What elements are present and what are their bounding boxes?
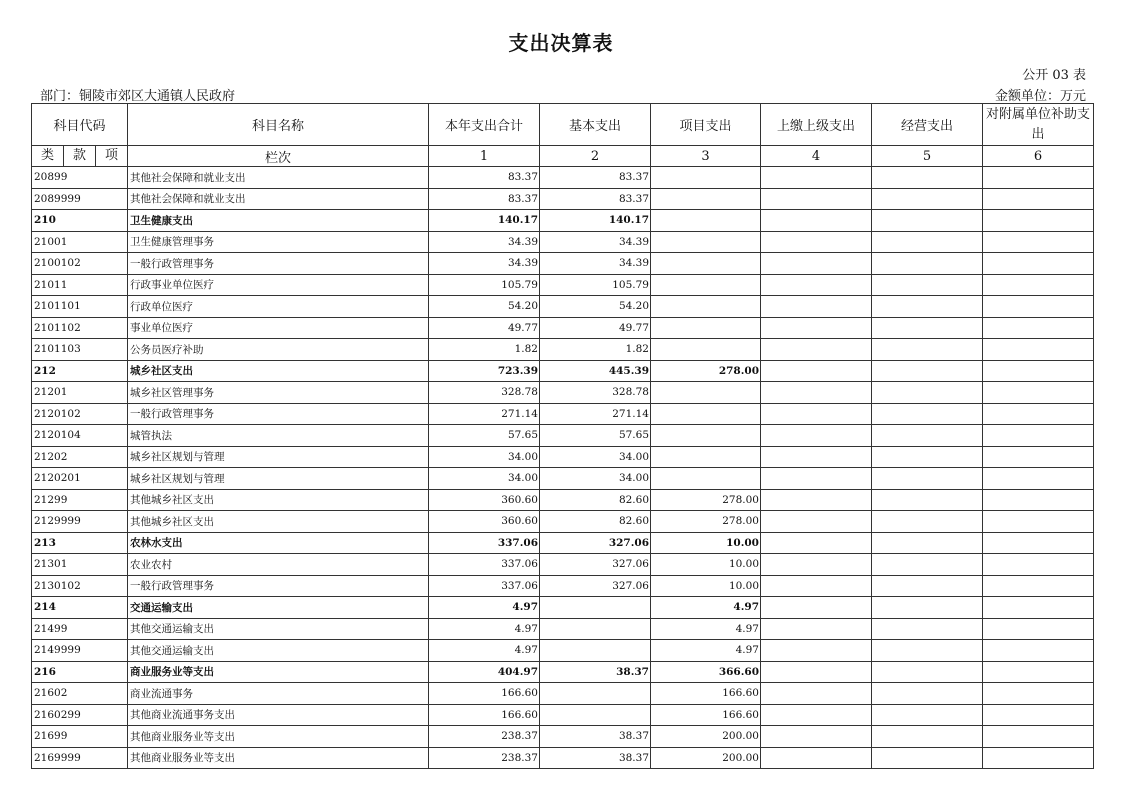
cell-total: 328.78 <box>429 382 540 404</box>
table-row <box>32 554 1094 576</box>
cell-project: 278.00 <box>651 360 761 382</box>
cell-upper <box>761 618 872 640</box>
cell-name: 农业农村 <box>128 554 429 576</box>
cell-upper <box>761 231 872 253</box>
table-row <box>32 575 1094 597</box>
cell-code: 21202 <box>32 446 128 468</box>
cell-code: 2129999 <box>32 511 128 533</box>
cell-upper <box>761 360 872 382</box>
cell-code: 2101101 <box>32 296 128 318</box>
table-row <box>32 339 1094 361</box>
cell-basic <box>540 704 651 726</box>
cell-total: 271.14 <box>429 403 540 425</box>
header-name: 科目名称 <box>128 104 429 146</box>
cell-basic: 83.37 <box>540 188 651 210</box>
cell-basic: 57.65 <box>540 425 651 447</box>
cell-business <box>872 489 983 511</box>
cell-total: 83.37 <box>429 188 540 210</box>
cell-upper <box>761 489 872 511</box>
cell-basic: 83.37 <box>540 167 651 189</box>
cell-upper <box>761 554 872 576</box>
cell-total: 337.06 <box>429 532 540 554</box>
subheader-xiang: 项 <box>95 146 127 166</box>
cell-project <box>651 446 761 468</box>
cell-total: 49.77 <box>429 317 540 339</box>
table-row <box>32 210 1094 232</box>
cell-code: 21499 <box>32 618 128 640</box>
cell-project: 4.97 <box>651 618 761 640</box>
table-row <box>32 511 1094 533</box>
cell-total: 360.60 <box>429 511 540 533</box>
cell-basic: 1.82 <box>540 339 651 361</box>
cell-upper <box>761 511 872 533</box>
cell-subsidy <box>983 661 1094 683</box>
cell-project: 200.00 <box>651 747 761 769</box>
cell-project: 4.97 <box>651 640 761 662</box>
cell-subsidy <box>983 382 1094 404</box>
cell-name: 商业流通事务 <box>128 683 429 705</box>
cell-upper <box>761 446 872 468</box>
cell-total: 83.37 <box>429 167 540 189</box>
cell-code: 2089999 <box>32 188 128 210</box>
table-row <box>32 425 1094 447</box>
cell-code: 2120201 <box>32 468 128 490</box>
cell-business <box>872 382 983 404</box>
cell-basic: 327.06 <box>540 532 651 554</box>
cell-project: 366.60 <box>651 661 761 683</box>
cell-total: 337.06 <box>429 575 540 597</box>
header-project: 项目支出 <box>651 104 761 146</box>
cell-subsidy <box>983 489 1094 511</box>
cell-project: 200.00 <box>651 726 761 748</box>
cell-upper <box>761 704 872 726</box>
cell-business <box>872 317 983 339</box>
amount-unit-label: 金额单位：万元 <box>994 89 1086 104</box>
department-label: 部门：铜陵市郊区大通镇人民政府 <box>40 89 236 104</box>
cell-upper <box>761 468 872 490</box>
cell-upper <box>761 253 872 275</box>
cell-business <box>872 296 983 318</box>
cell-business <box>872 618 983 640</box>
subheader-col6: 6 <box>983 146 1094 167</box>
cell-name: 一般行政管理事务 <box>128 575 429 597</box>
cell-code: 21201 <box>32 382 128 404</box>
cell-subsidy <box>983 446 1094 468</box>
cell-business <box>872 532 983 554</box>
cell-project <box>651 188 761 210</box>
cell-name: 商业服务业等支出 <box>128 661 429 683</box>
cell-total: 57.65 <box>429 425 540 447</box>
cell-name: 行政事业单位医疗 <box>128 274 429 296</box>
cell-subsidy <box>983 317 1094 339</box>
header-total: 本年支出合计 <box>429 104 540 146</box>
cell-business <box>872 640 983 662</box>
cell-project: 4.97 <box>651 597 761 619</box>
cell-name: 城乡社区支出 <box>128 360 429 382</box>
cell-total: 140.17 <box>429 210 540 232</box>
cell-total: 34.39 <box>429 231 540 253</box>
table-row <box>32 468 1094 490</box>
table-row <box>32 704 1094 726</box>
cell-business <box>872 597 983 619</box>
header-subsidy: 对附属单位补助支出 <box>983 104 1094 146</box>
cell-total: 105.79 <box>429 274 540 296</box>
cell-total: 360.60 <box>429 489 540 511</box>
cell-subsidy <box>983 532 1094 554</box>
cell-basic: 445.39 <box>540 360 651 382</box>
cell-business <box>872 403 983 425</box>
table-row <box>32 661 1094 683</box>
table-row <box>32 640 1094 662</box>
cell-name: 其他交通运输支出 <box>128 640 429 662</box>
cell-total: 4.97 <box>429 597 540 619</box>
cell-project <box>651 382 761 404</box>
cell-name: 交通运输支出 <box>128 597 429 619</box>
cell-project <box>651 425 761 447</box>
cell-code: 210 <box>32 210 128 232</box>
cell-upper <box>761 683 872 705</box>
page-title: 支出决算表 <box>508 31 614 55</box>
header-code: 科目代码 <box>32 104 128 146</box>
cell-code: 21699 <box>32 726 128 748</box>
cell-subsidy <box>983 554 1094 576</box>
cell-business <box>872 231 983 253</box>
cell-name: 城乡社区规划与管理 <box>128 468 429 490</box>
table-row <box>32 317 1094 339</box>
cell-total: 404.97 <box>429 661 540 683</box>
cell-upper <box>761 661 872 683</box>
cell-basic: 38.37 <box>540 661 651 683</box>
cell-project <box>651 231 761 253</box>
cell-basic: 82.60 <box>540 511 651 533</box>
cell-subsidy <box>983 231 1094 253</box>
cell-basic: 327.06 <box>540 575 651 597</box>
cell-basic: 34.39 <box>540 231 651 253</box>
table-row <box>32 167 1094 189</box>
cell-code: 2101103 <box>32 339 128 361</box>
cell-total: 166.60 <box>429 683 540 705</box>
cell-project <box>651 317 761 339</box>
cell-upper <box>761 575 872 597</box>
cell-upper <box>761 425 872 447</box>
cell-code: 2169999 <box>32 747 128 769</box>
cell-business <box>872 339 983 361</box>
cell-name: 其他城乡社区支出 <box>128 511 429 533</box>
cell-code: 2100102 <box>32 253 128 275</box>
cell-name: 城乡社区规划与管理 <box>128 446 429 468</box>
cell-project <box>651 253 761 275</box>
cell-name: 一般行政管理事务 <box>128 403 429 425</box>
cell-project <box>651 339 761 361</box>
cell-subsidy <box>983 511 1094 533</box>
cell-total: 723.39 <box>429 360 540 382</box>
cell-subsidy <box>983 210 1094 232</box>
cell-project: 278.00 <box>651 489 761 511</box>
cell-subsidy <box>983 188 1094 210</box>
cell-basic: 34.00 <box>540 446 651 468</box>
form-number: 公开 03 表 <box>1022 68 1086 83</box>
cell-basic: 105.79 <box>540 274 651 296</box>
subheader-kuan: 款 <box>63 146 95 166</box>
cell-total: 34.00 <box>429 468 540 490</box>
cell-code: 214 <box>32 597 128 619</box>
cell-project <box>651 296 761 318</box>
cell-name: 事业单位医疗 <box>128 317 429 339</box>
cell-code: 20899 <box>32 167 128 189</box>
cell-basic: 82.60 <box>540 489 651 511</box>
subheader-col2: 2 <box>540 146 651 167</box>
cell-basic: 140.17 <box>540 210 651 232</box>
cell-total: 4.97 <box>429 618 540 640</box>
cell-basic: 271.14 <box>540 403 651 425</box>
cell-name: 卫生健康支出 <box>128 210 429 232</box>
table-row <box>32 683 1094 705</box>
cell-code: 21301 <box>32 554 128 576</box>
cell-project: 166.60 <box>651 683 761 705</box>
cell-subsidy <box>983 425 1094 447</box>
cell-code: 212 <box>32 360 128 382</box>
cell-basic: 328.78 <box>540 382 651 404</box>
cell-subsidy <box>983 683 1094 705</box>
cell-business <box>872 468 983 490</box>
cell-name: 城乡社区管理事务 <box>128 382 429 404</box>
cell-name: 农林水支出 <box>128 532 429 554</box>
cell-upper <box>761 532 872 554</box>
cell-basic: 38.37 <box>540 747 651 769</box>
cell-upper <box>761 597 872 619</box>
cell-code: 2149999 <box>32 640 128 662</box>
table-row <box>32 382 1094 404</box>
cell-total: 4.97 <box>429 640 540 662</box>
cell-subsidy <box>983 704 1094 726</box>
cell-subsidy <box>983 468 1094 490</box>
cell-basic: 38.37 <box>540 726 651 748</box>
cell-code: 2160299 <box>32 704 128 726</box>
cell-basic <box>540 597 651 619</box>
subheader-code-parts <box>32 146 128 167</box>
table-row <box>32 726 1094 748</box>
cell-basic <box>540 618 651 640</box>
cell-project: 166.60 <box>651 704 761 726</box>
table-row <box>32 597 1094 619</box>
cell-project <box>651 403 761 425</box>
header-row <box>32 104 1094 146</box>
cell-code: 21602 <box>32 683 128 705</box>
cell-upper <box>761 274 872 296</box>
cell-basic: 327.06 <box>540 554 651 576</box>
cell-subsidy <box>983 597 1094 619</box>
cell-name: 其他商业服务业等支出 <box>128 747 429 769</box>
header-basic: 基本支出 <box>540 104 651 146</box>
cell-code: 2120104 <box>32 425 128 447</box>
cell-name: 一般行政管理事务 <box>128 253 429 275</box>
table-row <box>32 747 1094 769</box>
cell-project: 10.00 <box>651 554 761 576</box>
header-upper: 上缴上级支出 <box>761 104 872 146</box>
cell-business <box>872 210 983 232</box>
table-row <box>32 489 1094 511</box>
subheader-row <box>32 146 1094 167</box>
cell-name: 城管执法 <box>128 425 429 447</box>
table-row <box>32 296 1094 318</box>
cell-business <box>872 167 983 189</box>
subheader-lanci: 栏次 <box>128 146 429 167</box>
cell-business <box>872 446 983 468</box>
cell-project: 10.00 <box>651 575 761 597</box>
cell-upper <box>761 210 872 232</box>
cell-subsidy <box>983 274 1094 296</box>
header-business: 经营支出 <box>872 104 983 146</box>
cell-upper <box>761 339 872 361</box>
cell-subsidy <box>983 575 1094 597</box>
table-row <box>32 446 1094 468</box>
cell-upper <box>761 747 872 769</box>
table-row <box>32 360 1094 382</box>
cell-subsidy <box>983 360 1094 382</box>
table-row <box>32 403 1094 425</box>
cell-subsidy <box>983 253 1094 275</box>
subheader-lei: 类 <box>40 148 54 163</box>
cell-upper <box>761 403 872 425</box>
cell-upper <box>761 640 872 662</box>
cell-project <box>651 468 761 490</box>
cell-business <box>872 575 983 597</box>
cell-basic: 34.00 <box>540 468 651 490</box>
subheader-col1: 1 <box>429 146 540 167</box>
cell-name: 其他社会保障和就业支出 <box>128 167 429 189</box>
expenditure-table <box>31 103 1094 769</box>
subheader-col4: 4 <box>761 146 872 167</box>
cell-code: 2120102 <box>32 403 128 425</box>
cell-code: 213 <box>32 532 128 554</box>
cell-basic <box>540 640 651 662</box>
cell-subsidy <box>983 167 1094 189</box>
table-row <box>32 188 1094 210</box>
cell-basic: 49.77 <box>540 317 651 339</box>
cell-name: 其他交通运输支出 <box>128 618 429 640</box>
cell-code: 216 <box>32 661 128 683</box>
cell-upper <box>761 296 872 318</box>
cell-code: 21011 <box>32 274 128 296</box>
cell-project: 10.00 <box>651 532 761 554</box>
cell-name: 行政单位医疗 <box>128 296 429 318</box>
cell-total: 1.82 <box>429 339 540 361</box>
cell-name: 其他商业流通事务支出 <box>128 704 429 726</box>
cell-business <box>872 661 983 683</box>
cell-subsidy <box>983 339 1094 361</box>
subheader-col3: 3 <box>651 146 761 167</box>
cell-project <box>651 210 761 232</box>
cell-code: 2101102 <box>32 317 128 339</box>
cell-business <box>872 554 983 576</box>
cell-upper <box>761 726 872 748</box>
table-row <box>32 231 1094 253</box>
cell-business <box>872 188 983 210</box>
cell-upper <box>761 382 872 404</box>
cell-name: 公务员医疗补助 <box>128 339 429 361</box>
cell-subsidy <box>983 403 1094 425</box>
cell-business <box>872 511 983 533</box>
cell-subsidy <box>983 296 1094 318</box>
cell-project <box>651 274 761 296</box>
cell-business <box>872 360 983 382</box>
cell-business <box>872 274 983 296</box>
cell-upper <box>761 188 872 210</box>
cell-total: 34.39 <box>429 253 540 275</box>
cell-basic <box>540 683 651 705</box>
cell-business <box>872 747 983 769</box>
subheader-col5: 5 <box>872 146 983 167</box>
table-row <box>32 253 1094 275</box>
cell-business <box>872 704 983 726</box>
cell-total: 337.06 <box>429 554 540 576</box>
table-row <box>32 274 1094 296</box>
cell-basic: 34.39 <box>540 253 651 275</box>
cell-total: 166.60 <box>429 704 540 726</box>
cell-name: 其他商业服务业等支出 <box>128 726 429 748</box>
cell-total: 238.37 <box>429 747 540 769</box>
cell-subsidy <box>983 640 1094 662</box>
table-row <box>32 532 1094 554</box>
cell-total: 54.20 <box>429 296 540 318</box>
cell-upper <box>761 317 872 339</box>
cell-business <box>872 253 983 275</box>
cell-total: 238.37 <box>429 726 540 748</box>
cell-upper <box>761 167 872 189</box>
cell-basic: 54.20 <box>540 296 651 318</box>
cell-subsidy <box>983 726 1094 748</box>
cell-code: 21299 <box>32 489 128 511</box>
cell-project: 278.00 <box>651 511 761 533</box>
cell-name: 其他城乡社区支出 <box>128 489 429 511</box>
cell-name: 其他社会保障和就业支出 <box>128 188 429 210</box>
cell-business <box>872 425 983 447</box>
cell-total: 34.00 <box>429 446 540 468</box>
cell-subsidy <box>983 618 1094 640</box>
cell-project <box>651 167 761 189</box>
cell-subsidy <box>983 747 1094 769</box>
cell-name: 卫生健康管理事务 <box>128 231 429 253</box>
cell-code: 21001 <box>32 231 128 253</box>
cell-code: 2130102 <box>32 575 128 597</box>
cell-business <box>872 726 983 748</box>
cell-business <box>872 683 983 705</box>
table-row <box>32 618 1094 640</box>
